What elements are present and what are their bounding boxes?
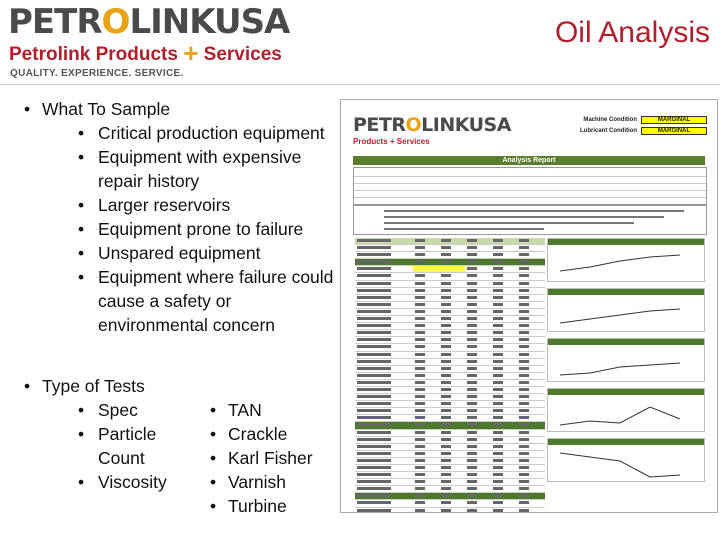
report-table-row [355,359,545,366]
list-item: • Viscosity [78,470,204,494]
list-item: • Equipment where failure could cause a safety or environmental concern [78,265,334,337]
report-table-row [355,344,545,351]
slide-title: Oil Analysis [554,16,710,49]
report-trend-chart [547,238,705,282]
type-of-tests-heading: • Type of Tests • Spec • Particle Count • Viscosity [24,374,204,494]
report-table-row [355,366,545,373]
report-table-row [355,387,545,394]
company-logo [8,4,298,82]
report-table-row [355,422,545,429]
report-table-row [355,252,545,259]
report-table-row [355,316,545,323]
report-results-table [355,238,545,513]
report-title-band: Analysis Report [353,156,705,165]
list-item: • Critical production equipment [78,121,334,145]
report-table-row [355,281,545,288]
report-table-row [355,352,545,359]
report-trend-chart [547,288,705,332]
report-logo: PETROLINKUSA [353,114,511,136]
report-logo-subtitle: Products + Services [353,137,430,146]
report-table-row [355,330,545,337]
list-item: • Equipment with expensive repair history [78,145,334,193]
list-item: • Varnish [210,470,350,494]
what-to-sample-list [24,97,334,337]
report-table-row [355,472,545,479]
report-table-row [355,337,545,344]
report-table-row [355,302,545,309]
report-table-row [355,238,545,245]
report-table-row [355,430,545,437]
list-item: • Unspared equipment [78,241,334,265]
type-of-tests-list [24,374,204,494]
list-item: • Spec [78,398,204,422]
report-table-row [355,500,545,507]
logo-tagline: QUALITY. EXPERIENCE. SERVICE. [10,68,184,79]
report-table-row [355,373,545,380]
report-table-row [355,408,545,415]
report-info-block [353,167,707,205]
report-table-row [355,394,545,401]
logo-subtitle: Petrolink Products + Services [9,38,282,68]
report-table-row [355,451,545,458]
report-table-row [355,401,545,408]
report-table-row [355,323,545,330]
report-table-row [355,309,545,316]
report-table-row [355,295,545,302]
report-table-row [355,479,545,486]
type-of-tests-list-right [210,398,350,518]
list-item: • TAN [210,398,350,422]
lubricant-condition-label: Lubricant Condition [580,127,637,134]
report-table-row [355,266,545,273]
report-table-row [355,465,545,472]
report-table-row [355,288,545,295]
report-table-row [355,415,545,422]
what-to-sample-heading: • What To Sample • Critical production equipment • Equipment with expensive repair history • Larger reservoirs • Equipment prone to failure • Unspared equipment • Equipment where failure could cause a safety or environmental concern [24,97,334,337]
list-item: • Turbine [210,494,350,518]
report-condition-panel [557,114,707,136]
report-table-row [355,259,545,266]
logo-wordmark: PETROLINKUSA [8,2,290,42]
report-trend-chart [547,338,705,382]
report-table-row [355,380,545,387]
report-trend-charts [547,238,705,488]
report-trend-chart [547,388,705,432]
report-table-row [355,458,545,465]
lubricant-condition-badge: MARGINAL [641,127,707,135]
report-table-row [355,444,545,451]
report-table-row [355,508,545,513]
list-item: • Larger reservoirs [78,193,334,217]
header-divider [0,84,720,85]
machine-condition-badge: MARGINAL [641,116,707,124]
report-table-row [355,245,545,252]
list-item: • Crackle [210,422,350,446]
report-table-row [355,437,545,444]
report-trend-chart [547,438,705,482]
report-table-row [355,486,545,493]
list-item: • Karl Fisher [210,446,350,470]
list-item: • Equipment prone to failure [78,217,334,241]
report-table-row [355,273,545,280]
oil-analysis-report-image [340,99,718,513]
report-table-row [355,493,545,500]
report-comments-block [353,205,707,235]
list-item: • Particle Count [78,422,204,470]
machine-condition-label: Machine Condition [583,116,637,123]
